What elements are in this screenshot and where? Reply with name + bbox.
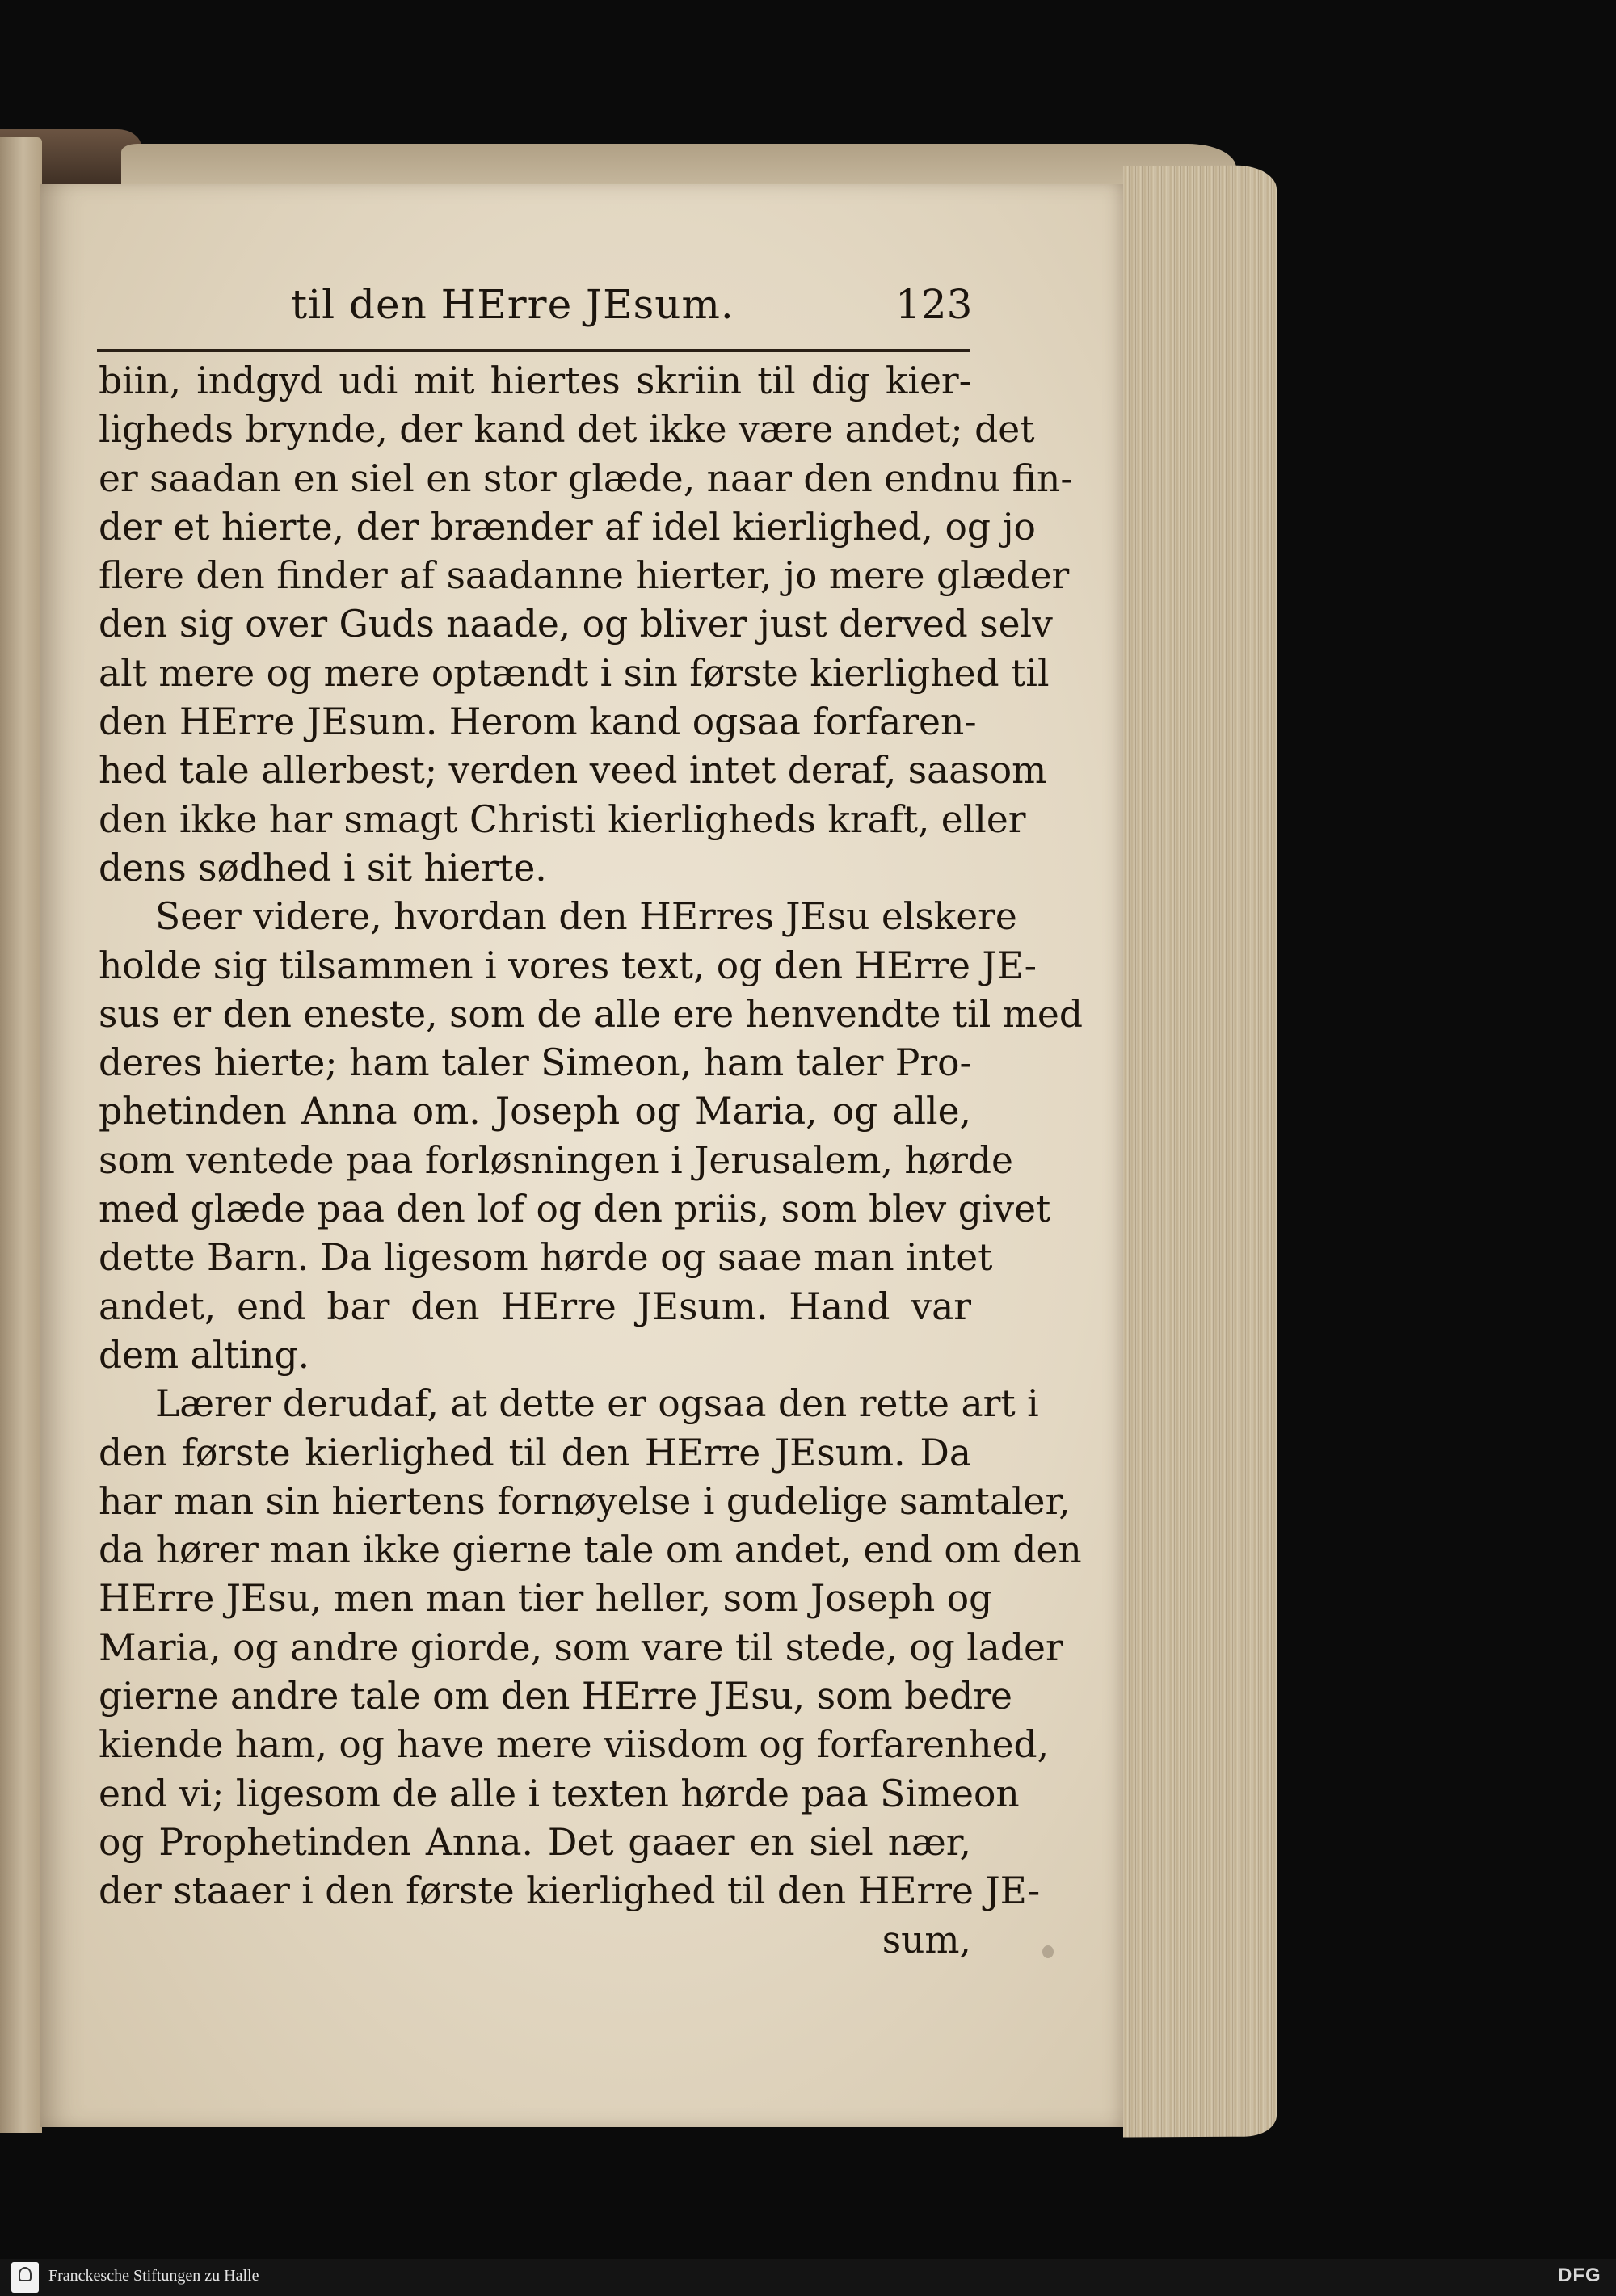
text-line: alt mere og mere optændt i sin første kierlighed til — [99, 651, 1050, 695]
header-rule — [97, 349, 970, 352]
text-line: HErre JEsu, men man tier heller, som Joseph og — [99, 1577, 993, 1621]
text-line: end vi; ligesom de alle i texten hørde paa Simeon — [99, 1772, 1020, 1815]
text-line: hed tale allerbest; verden veed intet deraf, saasom — [99, 749, 1047, 793]
text-line: med glæde paa den lof og den priis, som blev givet — [99, 1188, 1051, 1231]
text-line: den ikke har smagt Christi kierligheds kraft, eller — [99, 797, 1026, 841]
text-line: kiende ham, og have mere viisdom og forfarenhed, — [99, 1723, 1050, 1767]
text-line: dens sødhed i sit hierte. — [99, 846, 547, 889]
text-line: flere den finder af saadanne hierter, jo mere glæder — [99, 554, 1070, 598]
text-line: da hører man ikke gierne tale om andet, end om den — [99, 1529, 1082, 1572]
body-text — [99, 357, 1083, 1965]
text-line: den HErre JEsum. Herom kand ogsaa forfaren- — [99, 700, 977, 744]
dfg-logo: DFG — [1558, 2264, 1601, 2286]
page-fore-edge — [1123, 166, 1277, 2138]
institution-logo-icon — [11, 2262, 39, 2293]
text-line: dette Barn. Da ligesom hørde og saae man intet — [99, 1236, 993, 1280]
text-line: phetinden Anna om. Joseph og Maria, og alle, — [99, 1090, 971, 1133]
page-number: 123 — [895, 281, 973, 328]
text-line: deres hierte; ham taler Simeon, ham taler Pro- — [99, 1041, 972, 1085]
text-line: der et hierte, der brænder af idel kierlighed, og jo — [99, 505, 1036, 549]
running-head: til den HErre JEsum. — [291, 281, 734, 328]
text-line: den første kierlighed til den HErre JEsum. Da — [99, 1431, 971, 1474]
stain-mark — [1042, 1945, 1054, 1958]
text-line: som ventede paa forløsningen i Jerusalem, hørde — [99, 1138, 1013, 1182]
catchword: sum, — [882, 1918, 971, 1962]
text-line: har man sin hiertens fornøyelse i gudelige samtaler, — [99, 1479, 1071, 1523]
text-line: gierne andre tale om den HErre JEsu, som bedre — [99, 1675, 1012, 1718]
text-line: Maria, og andre giorde, som vare til stede, og lader — [99, 1625, 1063, 1669]
text-line: holde sig tilsammen i vores text, og den HErre JE- — [99, 944, 1037, 987]
institution-name: Franckesche Stiftungen zu Halle — [48, 2267, 259, 2285]
text-line: andet, end bar den HErre JEsum. Hand var — [99, 1285, 971, 1328]
left-page-edge — [0, 137, 42, 2133]
text-line: Seer videre, hvordan den HErres JEsu elskere — [155, 895, 1017, 939]
text-line: Lærer derudaf, at dette er ogsaa den rette art i — [155, 1382, 1039, 1426]
text-line: ligheds brynde, der kand det ikke være andet; det — [99, 408, 1035, 452]
text-line: der staaer i den første kierlighed til den HErre JE- — [99, 1869, 1041, 1913]
text-line: er saadan en siel en stor glæde, naar den endnu fin- — [99, 456, 1073, 500]
text-line: biin, indgyd udi mit hiertes skriin til dig kier- — [99, 360, 971, 402]
text-line: sus er den eneste, som de alle ere henvendte til med — [99, 992, 1083, 1036]
text-line: og Prophetinden Anna. Det gaaer en siel nær, — [99, 1820, 971, 1864]
text-line: dem alting. — [99, 1333, 310, 1377]
text-line: den sig over Guds naade, og bliver just derved selv — [99, 603, 1053, 646]
